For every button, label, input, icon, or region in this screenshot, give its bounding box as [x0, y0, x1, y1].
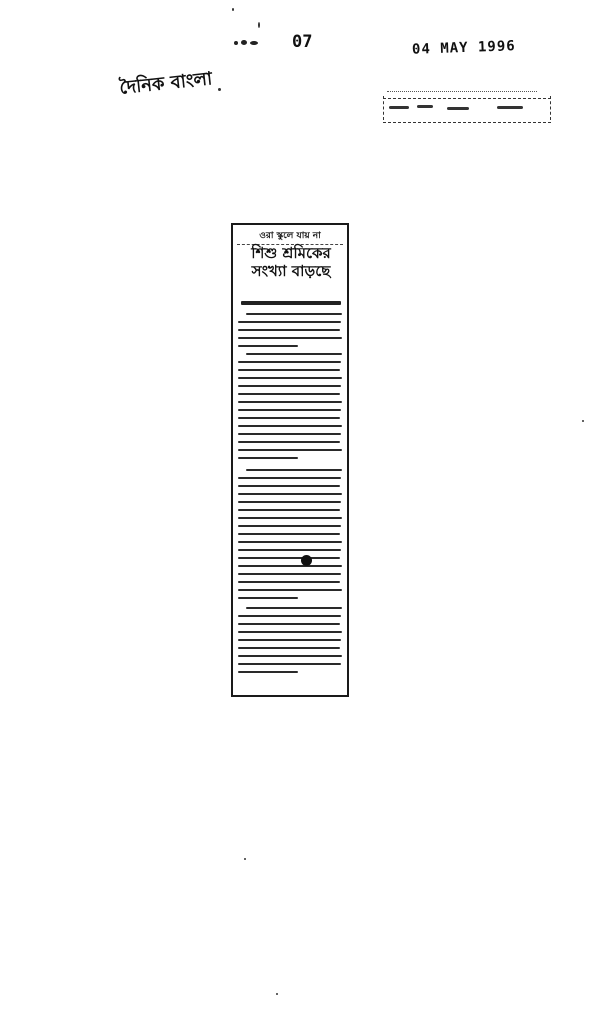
newspaper-name: দৈনিক বাংলা [118, 68, 214, 99]
ink-blot [301, 555, 312, 566]
text-line [238, 345, 298, 347]
text-line [238, 329, 340, 331]
date-stamp: 04 MAY 1996 [411, 38, 516, 58]
article-body [238, 311, 344, 689]
text-line [238, 485, 340, 487]
handwritten-page-note [383, 90, 551, 124]
text-line [238, 615, 341, 617]
text-line [238, 369, 340, 371]
text-line [238, 631, 342, 633]
ink-smudge [234, 38, 260, 47]
headline-line-2: সংখ্যা বাড়ছে [251, 262, 331, 280]
text-line [246, 607, 342, 609]
text-line [238, 581, 340, 583]
text-line [238, 433, 341, 435]
text-line [238, 663, 341, 665]
text-line [238, 501, 341, 503]
text-line [238, 449, 342, 451]
newspaper-clipping [231, 223, 349, 697]
text-line [246, 469, 342, 471]
byline [241, 301, 341, 305]
text-line [238, 477, 341, 479]
text-line [238, 541, 342, 543]
text-line [238, 337, 342, 339]
text-line [238, 509, 340, 511]
text-line [238, 441, 340, 443]
text-line [238, 597, 298, 599]
text-line [238, 457, 298, 459]
text-line [238, 385, 341, 387]
text-line [238, 573, 341, 575]
text-line [238, 525, 341, 527]
text-line [238, 377, 342, 379]
text-line [238, 671, 298, 673]
text-line [246, 353, 342, 355]
text-line [238, 565, 342, 567]
text-line [238, 623, 340, 625]
text-line [238, 589, 342, 591]
text-line [238, 361, 341, 363]
text-line [238, 493, 342, 495]
text-line [238, 417, 340, 419]
text-line [238, 549, 341, 551]
text-line [238, 533, 340, 535]
text-line [238, 517, 342, 519]
text-line [246, 313, 342, 315]
text-line [238, 557, 340, 559]
text-line [238, 639, 341, 641]
text-line [238, 401, 342, 403]
text-line [238, 647, 340, 649]
text-line [238, 655, 342, 657]
article-kicker: ওরা স্কুলে যায় না [237, 228, 343, 245]
page-number: 07 [292, 32, 313, 52]
text-line [238, 425, 342, 427]
text-line [238, 321, 341, 323]
text-line [238, 393, 340, 395]
text-line [238, 409, 341, 411]
headline-line-1: শিশু শ্রমিকের [251, 244, 331, 262]
